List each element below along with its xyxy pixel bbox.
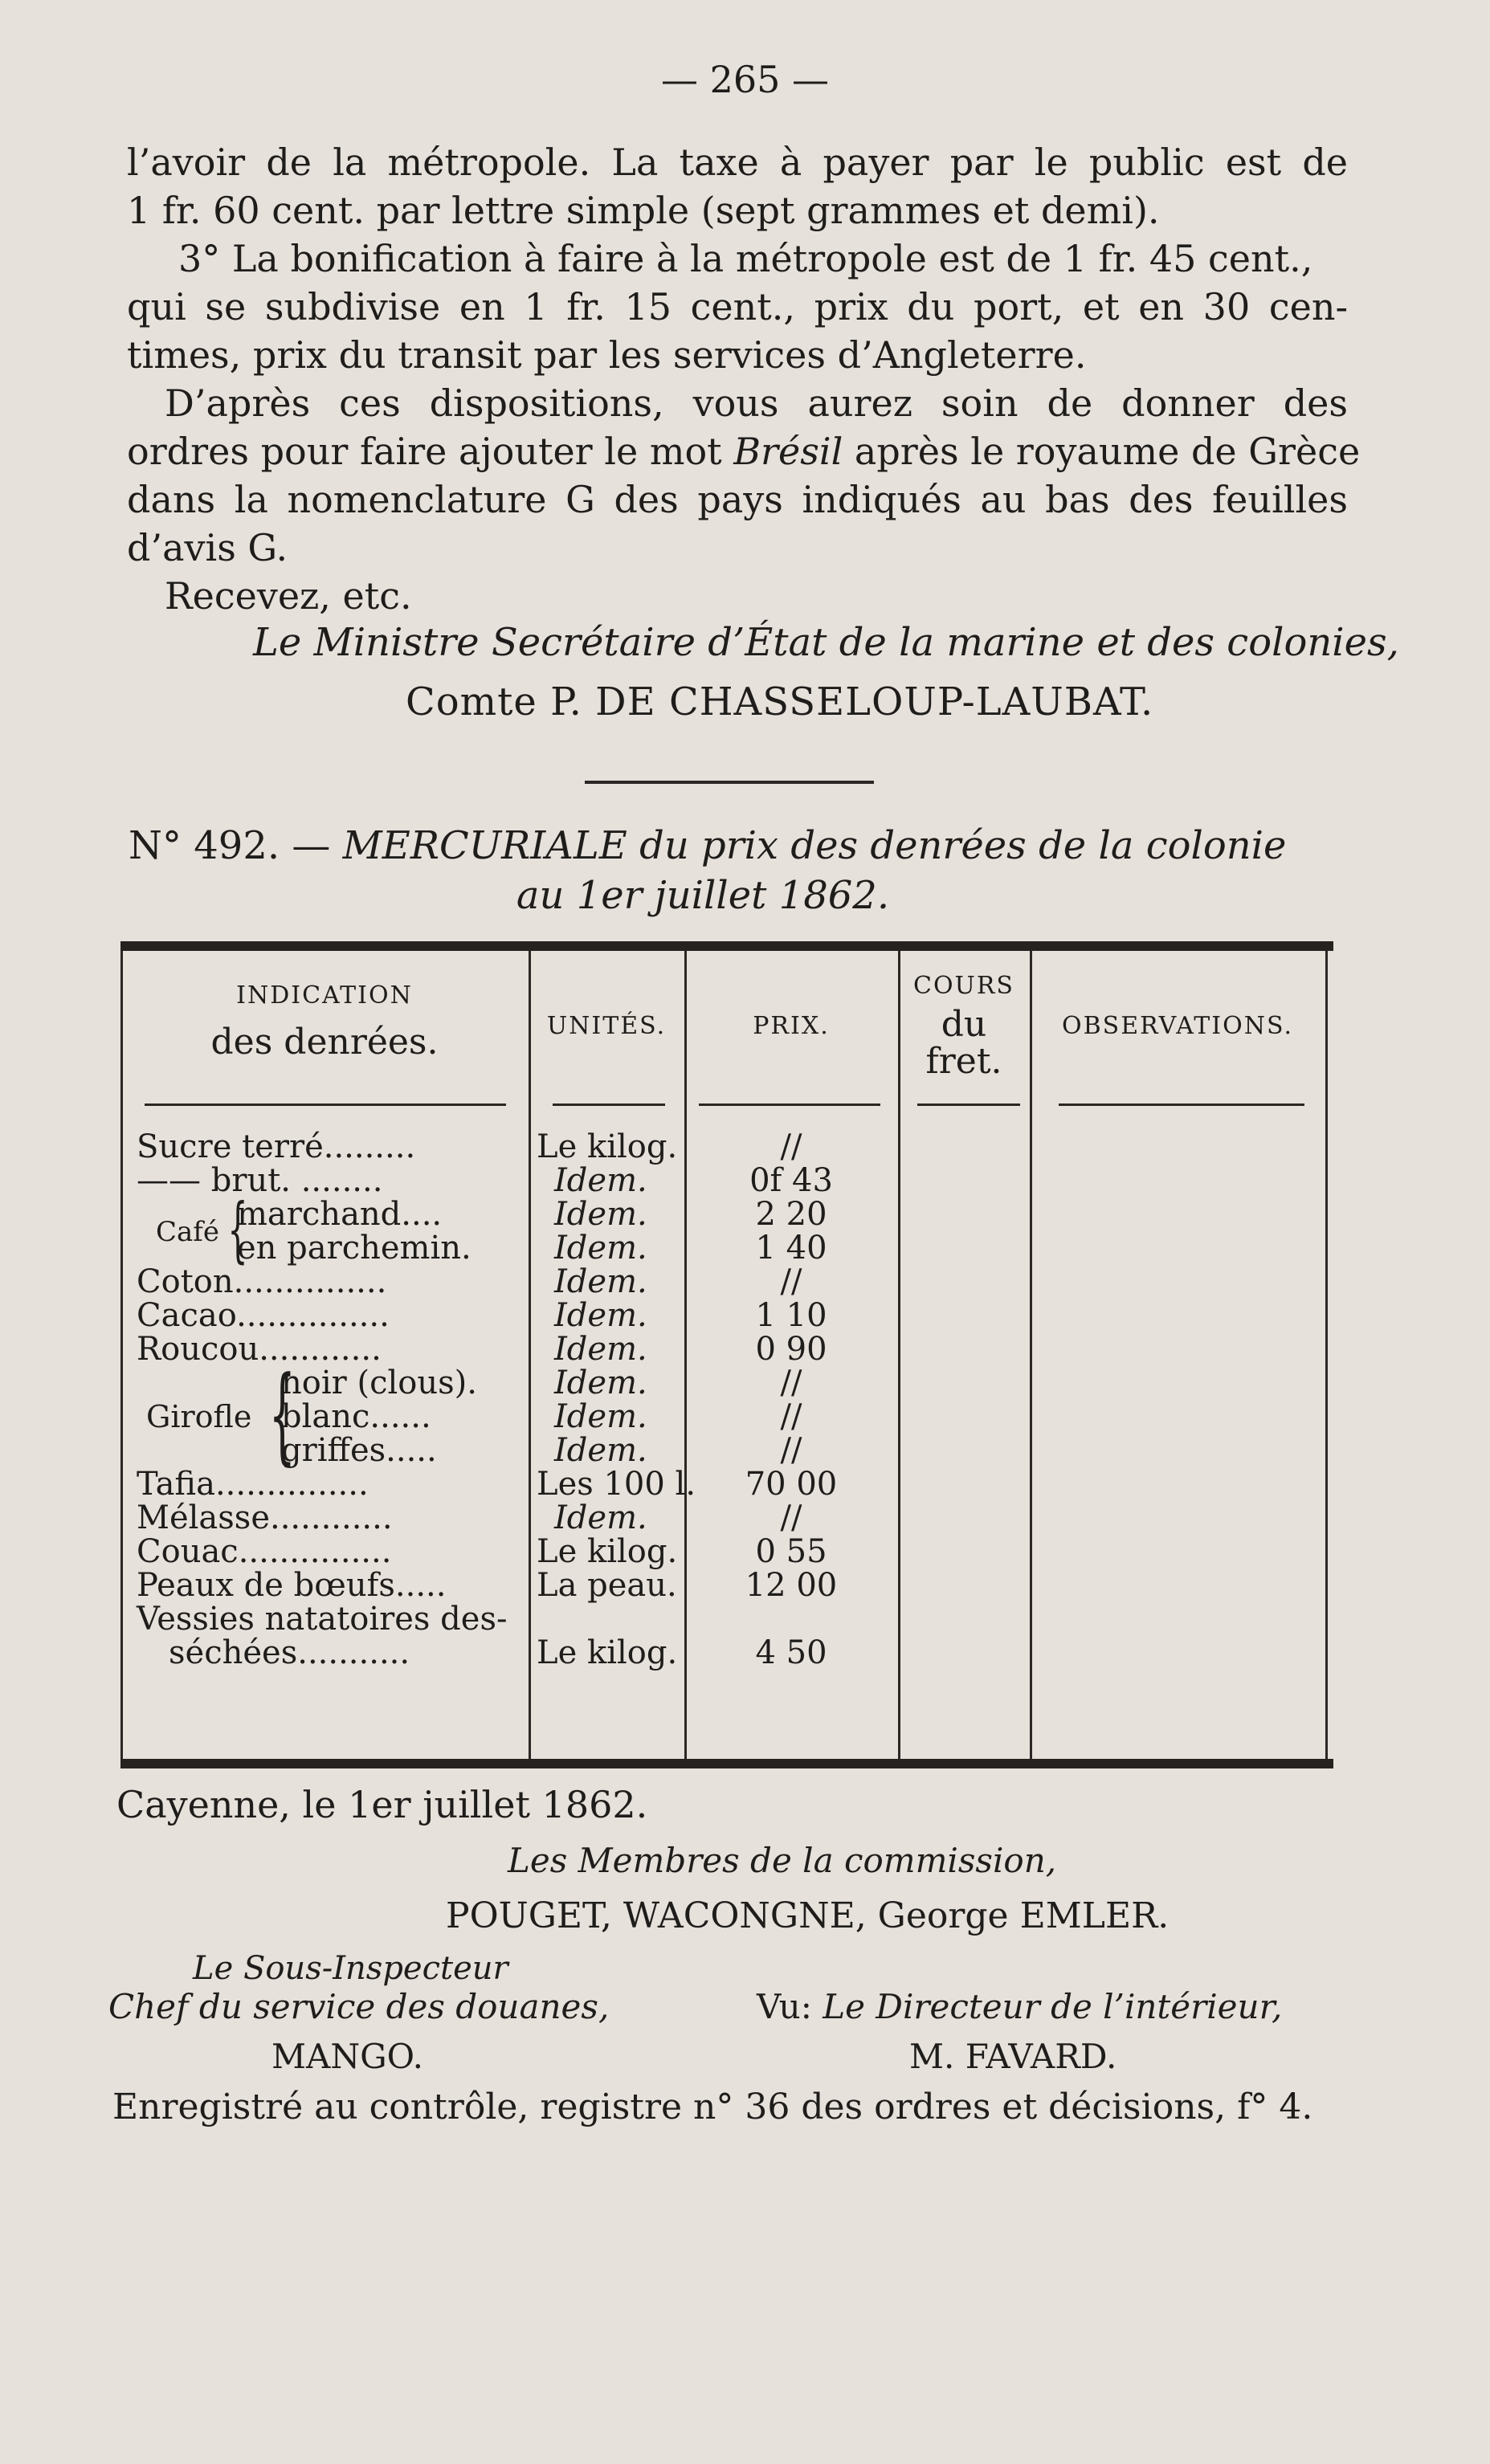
row-label: noir (clous). xyxy=(281,1365,477,1401)
row-unit: La peau. xyxy=(537,1567,677,1604)
text-run: ordres pour faire ajouter le mot xyxy=(127,430,734,473)
emphasis-bresil: Brésil xyxy=(733,430,843,473)
column-rule xyxy=(684,951,687,1759)
registration-note: Enregistré au contrôle, registre n° 36 des ordres et décisions, f° 4. xyxy=(112,2087,1313,2127)
row-label: Couac............... xyxy=(137,1533,392,1570)
chef-service: Chef du service des douanes, xyxy=(108,1987,610,2026)
signatory-mango: MANGO. xyxy=(271,2037,423,2076)
group-label-girofle: Girofle xyxy=(146,1399,252,1434)
commission-names: POUGET, WACONGNE, George EMLER. xyxy=(446,1895,1170,1936)
brace-icon: { xyxy=(227,1188,248,1271)
paragraph-line: qui se subdivise en 1 fr. 15 cent., prix du port, et en 30 cen- xyxy=(127,285,1348,328)
row-price: // xyxy=(780,1432,802,1469)
row-price: // xyxy=(780,1365,802,1401)
row-unit: Idem. xyxy=(554,1398,647,1435)
header-cours-du: du xyxy=(941,1004,987,1045)
row-label: Peaux de bœufs..... xyxy=(137,1567,447,1604)
commission-title: Les Membres de la commission, xyxy=(508,1841,1057,1880)
section-number: N° 492. — xyxy=(129,823,343,868)
page-number: — 265 — xyxy=(660,58,830,101)
paragraph-line: D’après ces dispositions, vous aurez soin de donner des xyxy=(165,381,1348,425)
row-price: // xyxy=(780,1499,802,1536)
column-rule xyxy=(120,951,123,1759)
row-label: Sucre terré......... xyxy=(137,1128,416,1165)
section-divider xyxy=(585,781,874,784)
row-unit: Le kilog. xyxy=(537,1128,678,1165)
row-price: 1 40 xyxy=(755,1230,827,1267)
row-price: 0f 43 xyxy=(749,1162,833,1199)
group-label-cafe: Café xyxy=(156,1216,219,1248)
paragraph-line: d’avis G. xyxy=(127,526,288,569)
row-price: // xyxy=(780,1128,802,1165)
text-run: après le royaume de Grèce xyxy=(843,430,1361,473)
row-unit: Idem. xyxy=(554,1230,647,1267)
header-cours-fret: fret. xyxy=(925,1041,1002,1082)
row-label: marchand.... xyxy=(237,1196,443,1233)
table-bottom-border xyxy=(120,1759,1333,1768)
header-cours: COURS xyxy=(913,972,1014,1000)
vu-line xyxy=(757,1987,1282,2026)
table-top-border xyxy=(120,941,1333,951)
paragraph-line: l’avoir de la métropole. La taxe à payer par le public est de xyxy=(127,141,1348,184)
row-unit: Idem. xyxy=(554,1432,647,1469)
row-label: blanc...... xyxy=(281,1398,431,1435)
brace-icon: { xyxy=(268,1353,296,1475)
paragraph-line: 1 fr. 60 cent. par lettre simple (sept grammes et demi). xyxy=(127,189,1160,232)
signature-name: Comte P. DE CHASSELOUP-LAUBAT. xyxy=(406,679,1154,724)
header-rule xyxy=(917,1103,1020,1106)
signature-title: Le Ministre Secrétaire d’État de la marine et des colonies, xyxy=(253,620,1399,665)
row-unit: Idem. xyxy=(554,1263,647,1300)
signatory-favard: M. FAVARD. xyxy=(909,2037,1117,2076)
header-denrees: des denrées. xyxy=(210,1022,439,1063)
row-label: Cacao............... xyxy=(137,1297,390,1334)
row-unit: Idem. xyxy=(554,1196,647,1233)
row-price: // xyxy=(780,1398,802,1435)
row-unit: Le kilog. xyxy=(537,1533,678,1570)
header-rule xyxy=(699,1103,880,1106)
row-price: 2 20 xyxy=(755,1196,827,1233)
column-rule xyxy=(1325,951,1328,1759)
row-price: 12 00 xyxy=(745,1567,838,1604)
header-prix: PRIX. xyxy=(753,1012,830,1040)
row-label: Vessies natatoires des- xyxy=(137,1601,508,1638)
row-unit: Idem. xyxy=(554,1365,647,1401)
row-label: Coton............... xyxy=(137,1263,387,1300)
row-label: griffes..... xyxy=(281,1432,437,1469)
row-price: // xyxy=(780,1263,802,1300)
header-indication: INDICATION xyxy=(236,981,413,1010)
vu-text: Le Directeur de l’intérieur, xyxy=(823,1987,1283,2026)
column-rule xyxy=(529,951,531,1759)
section-title: MERCURIALE du prix des denrées de la colonie xyxy=(342,823,1287,868)
row-unit: Le kilog. xyxy=(537,1634,678,1671)
row-unit: Idem. xyxy=(554,1297,647,1334)
header-rule xyxy=(145,1103,506,1106)
paragraph-line: dans la nomenclature G des pays indiqués au bas des feuilles xyxy=(127,478,1348,521)
header-rule xyxy=(553,1103,665,1106)
row-price: 1 10 xyxy=(755,1297,827,1334)
row-unit: Idem. xyxy=(554,1162,647,1199)
section-subtitle: au 1er juillet 1862. xyxy=(516,873,890,918)
sous-inspecteur: Le Sous-Inspecteur xyxy=(193,1950,508,1987)
header-rule xyxy=(1059,1103,1304,1106)
row-unit: Les 100 l. xyxy=(537,1466,696,1503)
header-observations: OBSERVATIONS. xyxy=(1062,1012,1293,1040)
paragraph-line: Recevez, etc. xyxy=(165,574,412,618)
row-price: 70 00 xyxy=(745,1466,838,1503)
row-label: en parchemin. xyxy=(237,1230,471,1267)
row-label: —— brut. ........ xyxy=(137,1162,383,1199)
row-unit: Idem. xyxy=(554,1499,647,1536)
mercuriale-table xyxy=(120,941,1333,1770)
row-label: séchées........... xyxy=(169,1634,410,1671)
paragraph-line: 3° La bonification à faire à la métropole est de 1 fr. 45 cent., xyxy=(178,237,1313,280)
header-unites: UNITÉS. xyxy=(546,1012,667,1040)
row-unit: Idem. xyxy=(554,1331,647,1368)
row-price: 4 50 xyxy=(755,1634,827,1671)
paragraph-line xyxy=(127,427,1361,475)
row-label: Roucou............ xyxy=(137,1331,382,1368)
row-price: 0 55 xyxy=(755,1533,827,1570)
row-label: Mélasse............ xyxy=(137,1499,393,1536)
section-heading xyxy=(129,821,1349,920)
place-date: Cayenne, le 1er juillet 1862. xyxy=(116,1783,648,1826)
row-price: 0 90 xyxy=(755,1331,827,1368)
column-rule xyxy=(1030,951,1032,1759)
vu-prefix: Vu: xyxy=(757,1987,823,2026)
row-label: Tafia............... xyxy=(137,1466,369,1503)
paragraph-line: times, prix du transit par les services d’Angleterre. xyxy=(127,333,1087,377)
